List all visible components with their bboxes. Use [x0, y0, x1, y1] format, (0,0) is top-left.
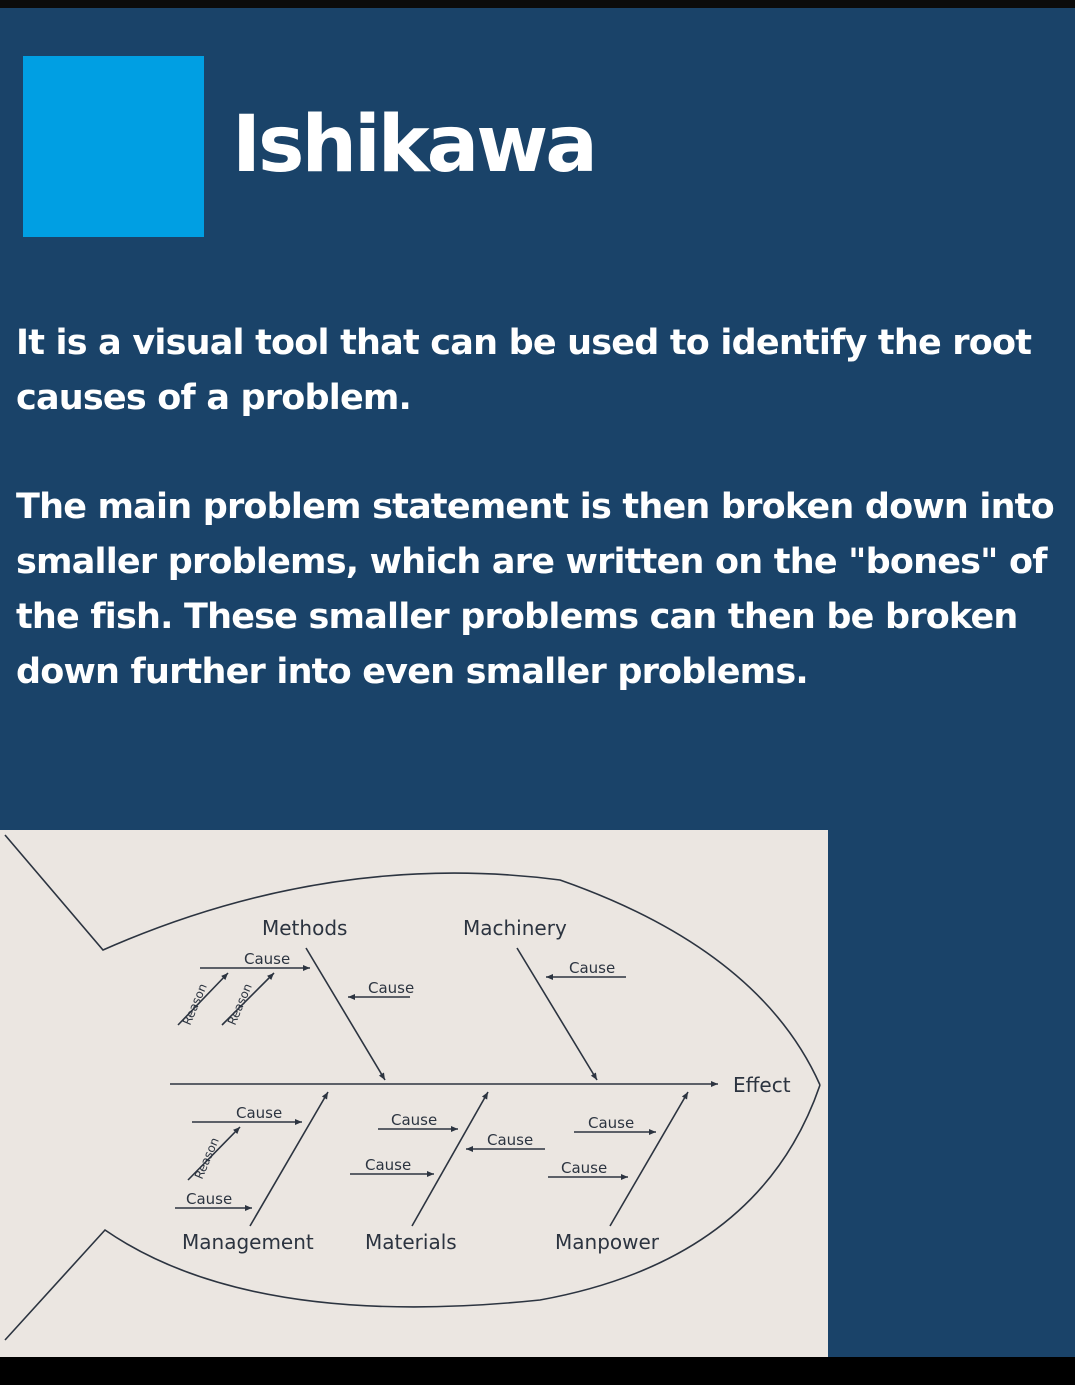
bone-methods: [306, 948, 385, 1080]
manpower-cause-2: Cause: [561, 1159, 608, 1177]
bottom-bar: [0, 1357, 1075, 1385]
category-machinery: Machinery: [463, 916, 567, 940]
explanation-paragraph: The main problem statement is then broken down into smaller problems, which are written on the "bones" of the fish. These smaller problems can then be broken down further into even smaller problems.: [16, 487, 1054, 692]
bone-manpower: [610, 1092, 688, 1226]
fishbone-svg: [0, 830, 828, 1357]
materials-cause-1: Cause: [391, 1111, 438, 1129]
methods-reason-1: Reason: [179, 981, 210, 1028]
fishbone-diagram: [0, 830, 828, 1357]
methods-cause-2: Cause: [368, 979, 415, 997]
machinery-cause: Cause: [569, 959, 616, 977]
top-bar: [0, 0, 1075, 8]
category-methods: Methods: [262, 916, 348, 940]
category-management: Management: [182, 1230, 314, 1254]
management-cause-1: Cause: [236, 1104, 283, 1122]
intro-paragraph: It is a visual tool that can be used to identify the root causes of a problem.: [16, 323, 1032, 418]
category-manpower: Manpower: [555, 1230, 660, 1254]
materials-cause-3: Cause: [487, 1131, 534, 1149]
management-reason: Reason: [191, 1135, 222, 1182]
category-materials: Materials: [365, 1230, 457, 1254]
materials-cause-2: Cause: [365, 1156, 412, 1174]
manpower-cause-1: Cause: [588, 1114, 635, 1132]
effect-label: Effect: [733, 1073, 791, 1097]
management-cause-2: Cause: [186, 1190, 233, 1208]
page-title: Ishikawa: [232, 100, 595, 190]
methods-cause-1: Cause: [244, 950, 291, 968]
methods-reason-2: Reason: [224, 981, 255, 1028]
fish-upper-body: [5, 835, 820, 1085]
logo-square: [23, 56, 204, 237]
